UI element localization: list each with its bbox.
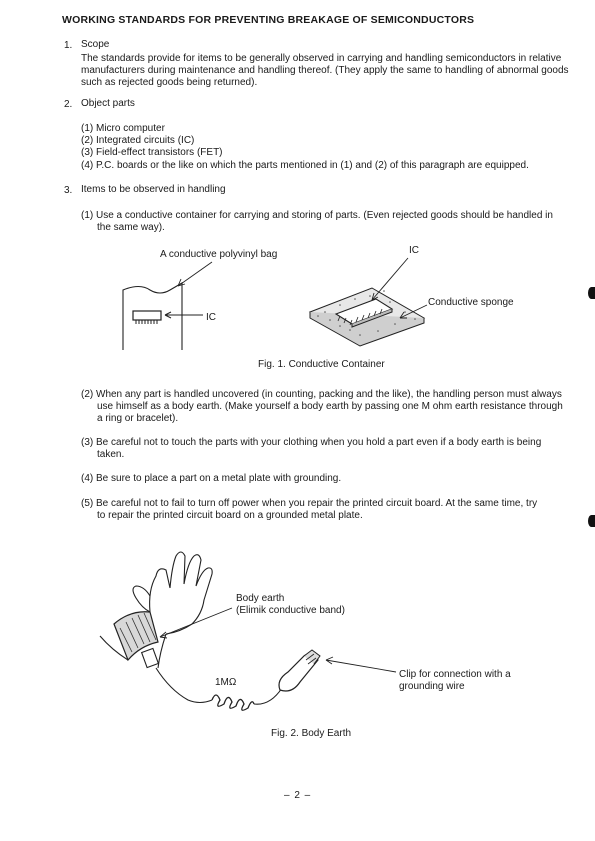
handling-item-4-line: (4) Be sure to place a part on a metal plate with grounding. — [81, 473, 342, 484]
page-number: – 2 – — [284, 790, 312, 801]
fig1-sponge-label: Conductive sponge — [428, 297, 514, 308]
section-1-body-line: The standards provide for items to be generally observed in carrying and handling semiconductors in relative — [81, 53, 562, 64]
fig2-clip-label: Clip for connection with a — [399, 669, 511, 680]
fig1-ic-left-label: IC — [206, 312, 216, 323]
handling-item-3-line: (3) Be careful not to touch the parts with your clothing when you hold a part even if a body earth is being — [81, 437, 542, 448]
fig2-body-earth-label: Body earth — [236, 593, 285, 604]
section-1-number: 1. — [64, 40, 73, 51]
section-1-body-line: manufacturers during maintenance and handling thereof. (They apply the same to handling of abnormal goods — [81, 65, 569, 76]
handling-item-1-line: (1) Use a conductive container for carrying and storing of parts. (Even rejected goods should be handled in — [81, 210, 553, 221]
section-3-heading: Items to be observed in handling — [81, 184, 226, 195]
fig2-band-label: (Elimik conductive band) — [236, 605, 345, 616]
fig2-resistor-label: 1MΩ — [215, 677, 237, 688]
handling-item-5-line: (5) Be careful not to fail to turn off power when you repair the printed circuit board. At the same time, try — [81, 498, 538, 509]
page-title: WORKING STANDARDS FOR PREVENTING BREAKAGE OF SEMICONDUCTORS — [62, 14, 475, 26]
object-part-item: (2) Integrated circuits (IC) — [81, 135, 195, 146]
handling-item-2-line: a ring or bracelet). — [97, 413, 179, 424]
handling-item-5-line: to repair the printed circuit board on a grounded metal plate. — [97, 510, 363, 521]
section-3-number: 3. — [64, 185, 73, 196]
object-part-item: (3) Field-effect transistors (FET) — [81, 147, 223, 158]
fig1-bag-label: A conductive polyvinyl bag — [160, 249, 278, 260]
object-part-item: (1) Micro computer — [81, 123, 165, 134]
handling-item-2-line: use himself as a body earth. (Make yourself a body earth by passing one M ohm earth resistance through — [97, 401, 563, 412]
handling-item-3-line: taken. — [97, 449, 125, 460]
section-1-body-line: such as rejected goods being returned). — [81, 77, 258, 88]
fig2-clip-label: grounding wire — [399, 681, 465, 692]
fig2-caption: Fig. 2. Body Earth — [271, 728, 352, 739]
handling-item-1-line: the same way). — [97, 222, 165, 233]
section-2-heading: Object parts — [81, 98, 135, 109]
section-2-number: 2. — [64, 99, 73, 110]
fig1-ic-top-label: IC — [409, 245, 419, 256]
handling-item-2-line: (2) When any part is handled uncovered (in counting, packing and the like), the handling person must always — [81, 389, 562, 400]
object-part-item: (4) P.C. boards or the like on which the parts mentioned in (1) and (2) of this paragraph are equipped. — [81, 160, 529, 171]
section-1-heading: Scope — [81, 39, 110, 50]
fig1-caption: Fig. 1. Conductive Container — [258, 359, 385, 370]
